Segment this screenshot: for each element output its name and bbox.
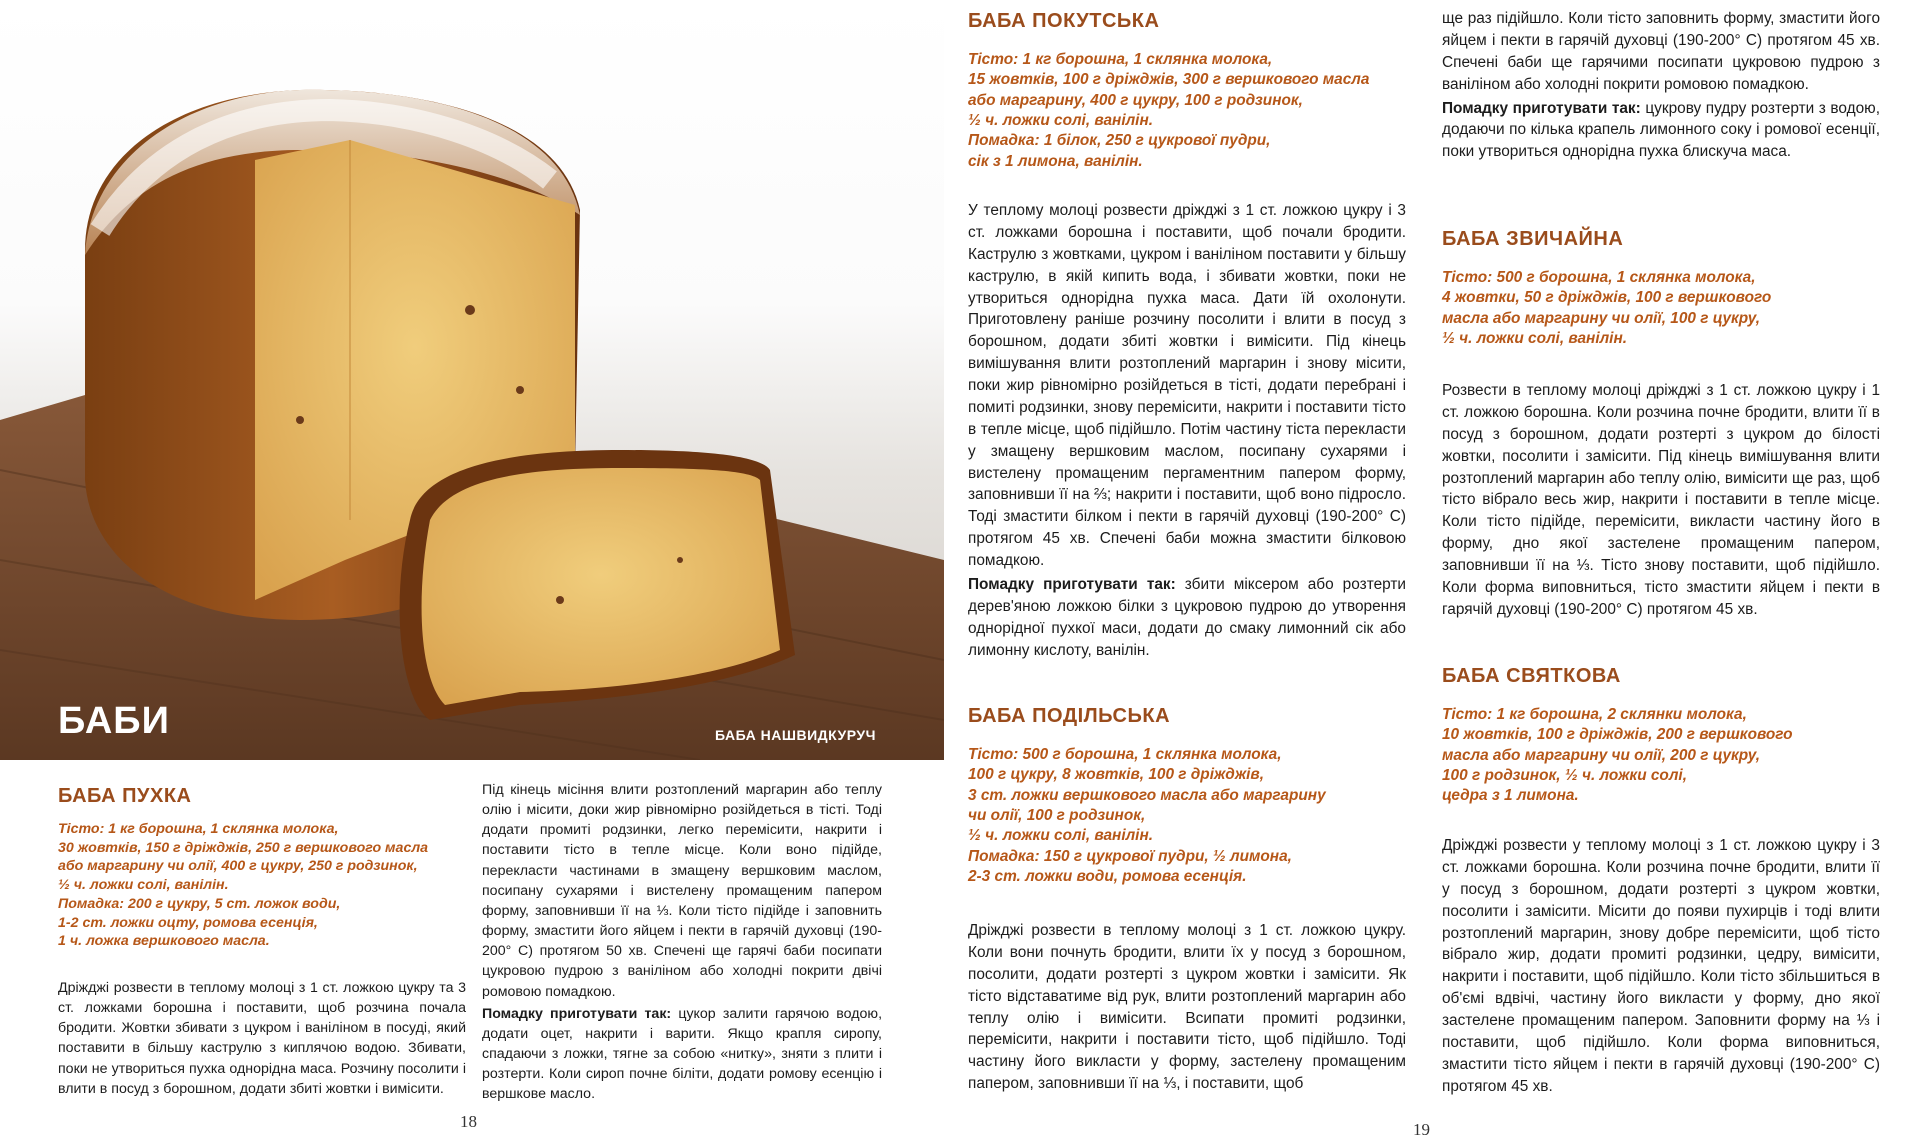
- ingredient-line: 10 жовтків, 100 г дріжджів, 200 г вершкового: [1442, 726, 1793, 744]
- ingredient-line: цедра з 1 лимона.: [1442, 787, 1579, 805]
- ingredient-line: ½ ч. ложки солі, ванілін.: [968, 827, 1154, 845]
- ingredient-line: Помадка: 200 г цукру, 5 ст. ложок води,: [58, 895, 341, 912]
- instructions-text: У теплому молоці розвести дріжджі з 1 ст. ложкою цукру і 3 ст. ложками борошна і поставити, щоб почали бродити. Каструлю з жовтками, цукром і ваніліном поставити у більшу каструлю, в якій кипить вода, і збивати жовтки, поки не утвориться однорідна пухка маса. Дати їй охолонути. Приготовлену раніше розчину посолити і влити в посуд з борошном, додати збиті жовтки і вимісити. Під кінець вимішування влити розтоплений маргарин і знову місити, поки жир рівномірно розійдеться в тісті, додати перебрані і помиті родзинки, знову перемісити, накрити і поставити тісто в тепле місце, щоб підійшло. Потім частину тіста перекласти у змащену вершковим маслом, посипану сухарями і вистелену промащеним пергаментним папером форму, заповнивши її на ⅔; накрити і поставити, щоб воно підросло. Тоді змастити білком і пекти в гарячій духовці (190-200° С) протягом 45 хв. Спечені баби можна змастити білковою помадкою.: [968, 202, 1406, 569]
- recipe-title-podilska: БАБА ПОДІЛЬСЬКА: [968, 705, 1171, 727]
- page-number-right: 19: [1413, 1120, 1430, 1139]
- ingredient-line: масла або маргарину чи олії, 200 г цукру,: [1442, 746, 1761, 764]
- bread-photo: [0, 0, 944, 760]
- instructions-puhka-col2: [482, 780, 882, 1107]
- instructions-text: ще раз підійшло. Коли тісто заповнить форму, змастити його яйцем і пекти в гарячій духовці (190-200° С) протягом 45 хв. Спечені баби ще гарячими посипати цукровою пудрою з ваніліном або холодні покрити ромовою помадкою.: [1442, 10, 1880, 93]
- instructions-puhka-col1: [58, 978, 466, 1101]
- ingredient-line: ½ ч. ложки солі, ванілін.: [58, 877, 229, 894]
- ingredients-zvychaina: [1442, 268, 1880, 349]
- ingredient-line: Тісто: 1 кг борошна, 2 склянки молока,: [1442, 706, 1747, 723]
- ingredient-line: 1-2 ст. ложки оцту, ромова есенція,: [58, 914, 318, 931]
- instructions-zvychaina: [1442, 380, 1880, 623]
- ingredients-puhka: [58, 820, 458, 951]
- ingredient-line: Помадка: 1 білок, 250 г цукрової пудри,: [968, 132, 1271, 150]
- instructions-text: Розвести в теплому молоці дріжджі з 1 ст. ложкою цукру і 1 ст. ложкою борошна. Коли розчина почне бродити, влити її в посуд з борошном, додати розтерті з цукром до білості жовтки, посолити і замісити. Під кінець вимішування влити розтоплений маргарин або теплу олію, вимісити ще раз, щоб тісто вібрало весь жир, накрити і поставити в тепле місце. Коли тісто підійде, перемісити, викласти частину його в форму, дно якої застелене промащеним папером, заповнивши її на ⅓. Тісто знову поставити, щоб підійшло. Коли форма виповниться, тісто змастити яйцем і пекти в гарячій духовці (190-200° С) протягом 45 хв.: [1442, 382, 1880, 618]
- recipe-title-puhka: БАБА ПУХКА: [58, 785, 192, 807]
- instructions-pokutska: [968, 200, 1406, 663]
- ingredient-line: чи олії, 100 г родзинок,: [968, 806, 1146, 824]
- ingredient-line: 30 жовтків, 150 г дріжджів, 250 г вершкового масла: [58, 839, 429, 856]
- ingredient-line: 4 жовтки, 50 г дріжджів, 100 г вершкового: [1442, 289, 1772, 307]
- ingredient-line: 2-3 ст. ложки води, ромова есенція.: [968, 867, 1247, 885]
- page-number-left: 18: [460, 1112, 477, 1131]
- baba-bread-illustration: [0, 0, 944, 760]
- ingredient-line: Тісто: 1 кг борошна, 1 склянка молока,: [58, 821, 339, 837]
- glaze-text: збити міксером або розтерти дерев'яною ложкою білки з цукровою пудрою до утворення однорідної пухкої маси, додати до смаку лимонний сік або лимонну кислоту, ванілін.: [968, 575, 1406, 659]
- glaze-text: цукрову пудру розтерти з водою, додаючи по кілька крапель лимонного соку і ромової есенції, поки утвориться однорідна пухка блискуча маса.: [1442, 99, 1880, 161]
- instructions-text: Дріжджі розвести в теплому молоці з 1 ст. ложкою цукру. Коли вони почнуть бродити, влити їх у посуд з борошном, посолити, додати розтерті з цукром жовтки і замісити. Як тісто відставатиме від рук, влити розтоплений маргарин або теплу олію і вимісити. Всипати промиті родзинки, перемісити, накрити і поставити тісто, щоб підійшло. Тоді частину його викласти у форму, застелену промащеним папером, заповнивши її на ⅓, і поставити, щоб: [968, 922, 1406, 1093]
- instructions-podilska: [968, 920, 1406, 1097]
- ingredient-line: 1 ч. ложка вершкового масла.: [58, 933, 270, 950]
- ingredients-pokutska: [968, 50, 1398, 172]
- ingredient-line: Помадка: 150 г цукрової пудри, ½ лимона,: [968, 847, 1292, 865]
- ingredient-line: 15 жовтків, 100 г дріжджів, 300 г вершкового масла: [968, 71, 1370, 89]
- recipe-title-zvychaina: БАБА ЗВИЧАЙНА: [1442, 228, 1624, 250]
- glaze-instructions: [1442, 98, 1880, 164]
- instructions-sviatkova: [1442, 835, 1880, 1100]
- ingredient-line: 100 г цукру, 8 жовтків, 100 г дріжджів,: [968, 766, 1265, 784]
- ingredient-line: сік з 1 лимона, ванілін.: [968, 152, 1143, 170]
- photo-caption: БАБА НАШВИДКУРУЧ: [715, 727, 876, 743]
- instructions-text: Під кінець місіння влити розтоплений маргарин або теплу олію і місити, доки жир рівномірно розійдеться в тісті. Тоді додати промиті родзинки, легко перемісити, накрити і поставити тісто в тепле місце. Коли воно підійде, перекласти частинами в змащену вершковим маслом, посипану сухарями і вистелену промащеним папером форму, заповнивши її на ⅓. Коли тісто підійде і заповнить форму, змастити його яйцем і пекти в гарячій духовці (190-200° С) протягом 50 хв. Спечені ще гарячі баби посипати цукровою пудрою з ваніліном або холодні покрити двічі ромовою помадкою.: [482, 782, 882, 1000]
- glaze-text: цукор залити гарячою водою, додати оцет, накрити і варити. Якщо крапля сиропу, спадаючи з ложки, тягне за собою «нитку», зняти з плити і розтерти. Коли сироп почне біліти, додати ромову есенцію і вершкове масло.: [482, 1005, 883, 1103]
- ingredients-podilska: [968, 745, 1398, 887]
- glaze-instructions: [968, 574, 1406, 662]
- ingredient-line: Тісто: 500 г борошна, 1 склянка молока,: [1442, 269, 1756, 286]
- photo-title: БАБИ: [58, 700, 170, 742]
- ingredient-line: масла або маргарину чи олії, 100 г цукру,: [1442, 309, 1761, 327]
- recipe-title-sviatkova: БАБА СВЯТКОВА: [1442, 665, 1621, 687]
- ingredient-line: Тісто: 1 кг борошна, 1 склянка молока,: [968, 51, 1273, 68]
- instructions-text: Дріжджі розвести в теплому молоці з 1 ст. ложкою цукру та 3 ст. ложками борошна і поставити, щоб розчина почала бродити. Жовтки збивати з цукром і ваніліном в посуді, який поставити в більшу каструлю з киплячою водою. Збивати, поки не утвориться пухка однорідна маса. Розчину посолити і влити в посуд з борошном, додати збиті жовтки і вимісити.: [58, 980, 466, 1097]
- ingredient-line: ½ ч. ложки солі, ванілін.: [1442, 329, 1628, 347]
- instructions-text: Дріжджі розвести у теплому молоці з 1 ст. ложкою цукру і 3 ст. ложками борошна. Коли розчина почне бродити, влити її у посуд з борошном, додати розтерті з цукром жовтки, посолити і замісити. Місити до появи пухирців і тоді влити розтоплений маргарин, знову добре перемісити, щоб тісто вібрало жир, додати промиті родзинки, цедру, вимісити, накрити і поставити, щоб підійшло. Коли тісто збільшиться в об'ємі вдвічі, частину його викласти у форму, дно якої застелене промащеним папером. Заповнити форму на ⅓ і поставити, щоб підійшло. Коли форма виповниться, змастити тісто яйцем і пекти в гарячій духовці (190-200° С) протягом 45 хв.: [1442, 837, 1880, 1095]
- ingredients-sviatkova: [1442, 705, 1880, 807]
- ingredient-line: 3 ст. ложки вершкового масла або маргарину: [968, 786, 1326, 804]
- ingredient-line: або маргарину чи олії, 400 г цукру, 250 г родзинок,: [58, 858, 418, 875]
- ingredient-line: або маргарину, 400 г цукру, 100 г родзинок,: [968, 91, 1303, 109]
- glaze-label: Помадку приготувати так:: [968, 575, 1176, 593]
- glaze-label: Помадку приготувати так:: [482, 1005, 672, 1022]
- ingredient-line: 100 г родзинок, ½ ч. ложки солі,: [1442, 766, 1687, 784]
- ingredient-line: ½ ч. ложки солі, ванілін.: [968, 111, 1154, 129]
- glaze-instructions: [482, 1004, 882, 1105]
- recipe-title-pokutska: БАБА ПОКУТСЬКА: [968, 10, 1160, 32]
- glaze-label: Помадку приготувати так:: [1442, 99, 1641, 117]
- ingredient-line: Тісто: 500 г борошна, 1 склянка молока,: [968, 746, 1282, 763]
- instructions-podilska-continued: [1442, 8, 1880, 165]
